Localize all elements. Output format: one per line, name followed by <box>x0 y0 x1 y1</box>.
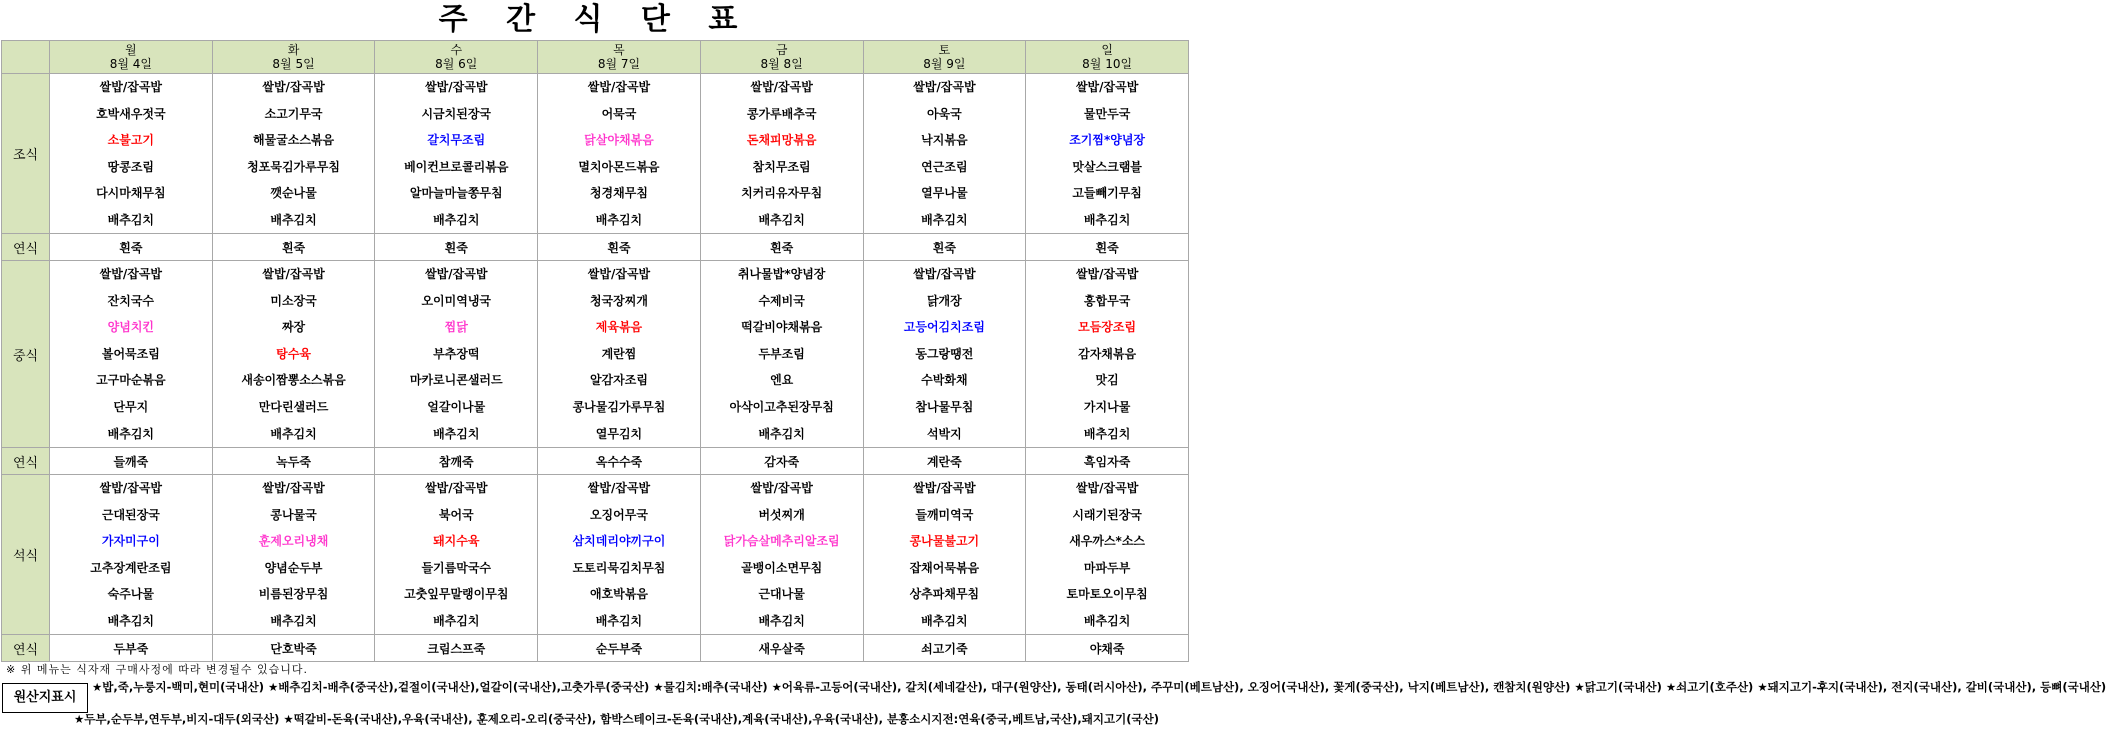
menu-item: 배추김치 <box>758 613 805 628</box>
menu-item: 오이미역냉국 <box>421 293 492 308</box>
menu-item: 숙주나물 <box>107 587 155 602</box>
snack-row-2 <box>2 448 1189 475</box>
menu-item: 쌀밥/잡곡밥 <box>913 481 976 496</box>
snack-cell: 흰죽 <box>863 234 1026 261</box>
menu-item: 배추김치 <box>270 613 317 628</box>
dow: 목 <box>613 43 625 57</box>
menu-item: 맛살스크램블 <box>1072 159 1142 174</box>
menu-item: 양념순두부 <box>264 560 323 575</box>
menu-item: 짜장 <box>281 320 306 335</box>
date: 8월 8일 <box>760 57 803 71</box>
menu-item: 물만두국 <box>1083 106 1131 121</box>
menu-item: 골뱅이소면무침 <box>741 560 823 575</box>
menu-item: 고구마순볶음 <box>96 373 166 388</box>
menu-item: 모듬장조림 <box>1078 320 1137 335</box>
dow: 금 <box>775 43 788 57</box>
menu-item: 청경채무침 <box>589 186 648 200</box>
origin-info-line-2: ★두부,순두부,연두부,비지-대두(외국산) ★떡갈비-돈육(국내산),우육(국내산), 훈제오리-오리(중국산), 함박스테이크-돈육(국내산),계육(국내산),우육(국내산), 분홍소시지전:연육(중국,베트남,국산),돼지고기(국산) <box>74 712 1159 726</box>
menu-item: 시래기된장국 <box>1072 507 1142 522</box>
snack-label: 연식 <box>2 448 50 475</box>
menu-item: 두부조림 <box>758 346 805 361</box>
day-header-tue <box>212 41 375 74</box>
dinner-cell <box>1026 475 1189 635</box>
menu-item: 가자미구이 <box>101 534 160 549</box>
snack-cell: 녹두죽 <box>212 448 375 475</box>
menu-item: 청국장찌개 <box>589 293 648 308</box>
menu-item: 닭가슴살메추리알조림 <box>723 534 840 549</box>
menu-item: 열무김치 <box>595 426 643 441</box>
menu-item: 쌀밥/잡곡밥 <box>425 481 488 496</box>
menu-item: 배추김치 <box>107 212 155 227</box>
snack-cell: 흰죽 <box>375 234 538 261</box>
lunch-cell <box>700 261 863 448</box>
breakfast-cell <box>700 74 863 234</box>
menu-item: 콩가루배추국 <box>746 106 817 121</box>
menu-item: 돼지수육 <box>433 534 480 549</box>
snack-cell: 두부죽 <box>50 635 213 662</box>
menu-item: 새송이짬뽕소스볶음 <box>241 373 346 388</box>
menu-item: 쌀밥/잡곡밥 <box>262 267 325 281</box>
menu-item: 감자채볶음 <box>1078 346 1137 361</box>
menu-item: 석박지 <box>926 426 962 441</box>
dinner-cell <box>50 475 213 635</box>
menu-item: 닭개장 <box>926 293 962 308</box>
menu-item: 알마늘마늘쫑무침 <box>409 186 503 200</box>
menu-item: 배추김치 <box>107 613 155 628</box>
menu-item: 맛김 <box>1095 373 1119 388</box>
menu-item: 얼갈이나물 <box>427 399 486 414</box>
menu-item: 쌀밥/잡곡밥 <box>587 80 651 94</box>
menu-item: 고들빼기무침 <box>1072 186 1142 200</box>
breakfast-cell <box>375 74 538 234</box>
menu-item: 홍합무국 <box>1083 293 1131 308</box>
dinner-cell <box>700 475 863 635</box>
menu-item: 배추김치 <box>1083 426 1131 441</box>
lunch-cell <box>538 261 701 448</box>
page-title: 주 간 식 단 표 <box>438 2 752 37</box>
snack-cell: 감자죽 <box>700 448 863 475</box>
menu-item: 쌀밥/잡곡밥 <box>99 481 163 496</box>
lunch-label: 중식 <box>2 261 50 448</box>
snack-cell: 야채죽 <box>1026 635 1189 662</box>
date: 8월 9일 <box>923 57 966 71</box>
menu-item: 소고기무국 <box>264 106 323 121</box>
menu-item: 고등어김치조림 <box>903 320 985 335</box>
dow: 화 <box>287 43 300 57</box>
menu-item: 쌀밥/잡곡밥 <box>1075 80 1139 94</box>
menu-item: 돈채피망볶음 <box>746 133 817 147</box>
menu-item: 단무지 <box>113 399 149 414</box>
snack-label: 연식 <box>2 234 50 261</box>
menu-item: 근대된장국 <box>101 507 160 522</box>
menu-item: 콩나물김가루무침 <box>572 399 666 414</box>
menu-item: 고추장계란조림 <box>90 560 172 575</box>
lunch-cell <box>375 261 538 448</box>
dow: 일 <box>1101 43 1113 57</box>
dinner-cell <box>863 475 1026 635</box>
menu-item: 마파두부 <box>1083 560 1131 575</box>
menu-item: 열무나물 <box>921 186 968 200</box>
menu-item: 수제비국 <box>758 293 805 308</box>
menu-item: 들기름막국수 <box>421 560 492 575</box>
menu-item: 배추김치 <box>433 212 480 227</box>
menu-item: 참나물무침 <box>915 399 974 414</box>
menu-item: 만다린샐러드 <box>258 399 329 414</box>
menu-item: 쌀밥/잡곡밥 <box>913 80 976 94</box>
menu-item: 배추김치 <box>921 613 968 628</box>
dinner-row <box>2 475 1189 635</box>
snack-cell: 계란죽 <box>863 448 1026 475</box>
day-header-mon <box>50 41 213 74</box>
menu-item: 다시마채무침 <box>96 186 166 200</box>
menu-item: 동그랑땡전 <box>915 346 974 361</box>
menu-item: 해물굴소스볶음 <box>252 133 335 147</box>
snack-row-1 <box>2 234 1189 261</box>
menu-item: 마카로니콘샐러드 <box>409 373 503 388</box>
menu-item: 배추김치 <box>433 426 480 441</box>
breakfast-cell <box>863 74 1026 234</box>
menu-item: 오징어무국 <box>589 507 648 522</box>
menu-item: 멸치아몬드볶음 <box>578 159 660 174</box>
lunch-cell <box>863 261 1026 448</box>
menu-item: 쌀밥/잡곡밥 <box>750 481 813 496</box>
menu-item: 쌀밥/잡곡밥 <box>262 80 325 94</box>
snack-cell: 들깨죽 <box>50 448 213 475</box>
breakfast-cell <box>538 74 701 234</box>
menu-item: 쌀밥/잡곡밥 <box>913 267 976 281</box>
menu-table <box>1 40 1189 662</box>
menu-item: 갈치무조림 <box>427 133 486 147</box>
menu-item: 베이컨브로콜리볶음 <box>404 159 509 174</box>
menu-item: 들깨미역국 <box>915 507 974 522</box>
menu-item: 소불고기 <box>107 133 155 147</box>
breakfast-label: 조식 <box>2 74 50 234</box>
snack-label: 연식 <box>2 635 50 662</box>
menu-item: 상추파채무침 <box>909 587 980 602</box>
date: 8월 7일 <box>597 57 641 71</box>
snack-cell: 흰죽 <box>1026 234 1189 261</box>
day-header-thu <box>538 41 701 74</box>
menu-item: 낙지볶음 <box>921 133 968 147</box>
menu-item: 애호박볶음 <box>589 587 648 602</box>
menu-item: 콩나물불고기 <box>909 534 980 549</box>
menu-item: 배추김치 <box>921 212 968 227</box>
menu-item: 배추김치 <box>1083 613 1131 628</box>
menu-item: 쌀밥/잡곡밥 <box>1075 481 1139 496</box>
menu-item: 배추김치 <box>433 613 480 628</box>
snack-cell: 흰죽 <box>212 234 375 261</box>
menu-item: 북어국 <box>438 507 474 522</box>
snack-cell: 순두부죽 <box>538 635 701 662</box>
day-header-sun <box>1026 41 1189 74</box>
menu-item: 배추김치 <box>270 426 317 441</box>
menu-item: 고춧잎무말랭이무침 <box>404 587 509 602</box>
menu-item: 청포묵김가루무침 <box>247 159 340 174</box>
dow: 수 <box>450 43 463 57</box>
snack-cell: 단호박죽 <box>212 635 375 662</box>
lunch-cell <box>1026 261 1189 448</box>
menu-item: 닭살야채볶음 <box>584 133 654 147</box>
snack-cell: 흑임자죽 <box>1026 448 1189 475</box>
menu-item: 새우까스*소스 <box>1069 534 1146 549</box>
menu-item: 비름된장무침 <box>258 587 329 602</box>
menu-item: 취나물밥*양념장 <box>737 267 826 281</box>
menu-item: 아욱국 <box>926 106 962 121</box>
menu-item: 도토리묵김치무침 <box>572 560 666 575</box>
menu-item: 시금치된장국 <box>421 106 492 121</box>
day-header-fri <box>700 41 863 74</box>
menu-item: 콩나물국 <box>270 507 317 522</box>
date: 8월 10일 <box>1082 57 1133 71</box>
breakfast-cell <box>50 74 213 234</box>
menu-item: 엔요 <box>770 373 794 388</box>
menu-item: 치커리유자무침 <box>741 186 823 200</box>
dow: 토 <box>938 43 951 57</box>
menu-item: 쌀밥/잡곡밥 <box>587 481 651 496</box>
menu-item: 쌀밥/잡곡밥 <box>99 80 163 94</box>
menu-item: 조기찜*양념장 <box>1069 133 1146 147</box>
menu-item: 근대나물 <box>758 587 805 602</box>
menu-item: 떡갈비야채볶음 <box>741 320 823 335</box>
menu-item: 토마토오이무침 <box>1066 587 1148 602</box>
menu-item: 삼치데리야끼구이 <box>572 534 666 549</box>
dow: 월 <box>125 43 137 57</box>
menu-item: 아삭이고추된장무침 <box>729 399 834 414</box>
menu-item: 배추김치 <box>1083 212 1131 227</box>
snack-cell: 크림스프죽 <box>375 635 538 662</box>
menu-item: 배추김치 <box>270 212 317 227</box>
menu-item: 배추김치 <box>107 426 155 441</box>
breakfast-row <box>2 74 1189 234</box>
menu-item: 수박화채 <box>921 373 968 388</box>
menu-item: 어묵국 <box>601 106 637 121</box>
menu-item: 부추장떡 <box>433 346 480 361</box>
menu-item: 알감자조림 <box>589 373 648 388</box>
day-header-wed <box>375 41 538 74</box>
menu-item: 쌀밥/잡곡밥 <box>425 80 488 94</box>
menu-item: 훈제오리냉채 <box>258 534 329 549</box>
snack-cell: 옥수수죽 <box>538 448 701 475</box>
menu-item: 쌀밥/잡곡밥 <box>1075 267 1139 281</box>
menu-item: 잔치국수 <box>107 293 155 308</box>
menu-item: 참치무조림 <box>752 159 811 174</box>
snack-cell: 새우살죽 <box>700 635 863 662</box>
change-notice: ※ 위 메뉴는 식자재 구매사정에 따라 변경될수 있습니다. <box>6 663 308 676</box>
origin-info-line-1: ★밥,죽,누룽지-백미,현미(국내산) ★배추김치-배추(중국산),겉절이(국내산),얼갈이(국내산),고춧가루(중국산) ★물김치:배추(국내산) ★어육류-고등어(국내산), 갈치(세네갈산), 대구(원양산), 동태(러시아산), 주꾸미(베트남산), 오징어(국내산), 꽃게(중국산), 낙지(베트남산), 캔참치(원양산) ★닭고기(국내산) ★쇠고기(호주산) ★돼지고기-후지(국내산), 전지(국내산), 갈비(국내산), 등뼈(국내산) <box>92 680 2106 694</box>
dinner-cell <box>375 475 538 635</box>
snack-cell: 흰죽 <box>700 234 863 261</box>
menu-item: 계란찜 <box>601 346 637 361</box>
menu-item: 배추김치 <box>595 613 643 628</box>
menu-item: 깻순나물 <box>270 186 317 200</box>
menu-item: 볼어묵조림 <box>101 346 160 361</box>
menu-item: 호박새우젓국 <box>96 106 166 121</box>
menu-item: 쌀밥/잡곡밥 <box>99 267 163 281</box>
dinner-label: 석식 <box>2 475 50 635</box>
corner-cell <box>2 41 50 74</box>
snack-cell: 흰죽 <box>538 234 701 261</box>
date: 8월 6일 <box>435 57 478 71</box>
dinner-cell <box>538 475 701 635</box>
breakfast-cell <box>212 74 375 234</box>
dinner-cell <box>212 475 375 635</box>
menu-item: 찜닭 <box>444 320 468 335</box>
snack-cell: 흰죽 <box>50 234 213 261</box>
lunch-cell <box>212 261 375 448</box>
snack-cell: 쇠고기죽 <box>863 635 1026 662</box>
header-row <box>2 41 1189 74</box>
menu-item: 제육볶음 <box>595 320 643 335</box>
menu-item: 쌀밥/잡곡밥 <box>425 267 488 281</box>
date: 8월 4일 <box>109 57 152 71</box>
menu-item: 버섯찌개 <box>758 507 805 522</box>
snack-cell: 참깨죽 <box>375 448 538 475</box>
origin-label: 원산지표시 <box>2 683 88 713</box>
menu-item: 쌀밥/잡곡밥 <box>750 80 813 94</box>
menu-item: 배추김치 <box>595 212 643 227</box>
menu-item: 가지나물 <box>1083 399 1131 414</box>
menu-item: 배추김치 <box>758 426 805 441</box>
menu-item: 양념치킨 <box>107 320 155 335</box>
menu-item: 쌀밥/잡곡밥 <box>587 267 651 281</box>
breakfast-cell <box>1026 74 1189 234</box>
menu-item: 잡채어묵볶음 <box>909 560 980 575</box>
day-header-sat <box>863 41 1026 74</box>
lunch-row <box>2 261 1189 448</box>
snack-row-3 <box>2 635 1189 662</box>
menu-item: 배추김치 <box>758 212 805 227</box>
menu-item: 탕수육 <box>276 346 311 361</box>
menu-item: 연근조림 <box>921 159 968 174</box>
menu-item: 미소장국 <box>270 293 317 308</box>
lunch-cell <box>50 261 213 448</box>
menu-item: 쌀밥/잡곡밥 <box>262 481 325 496</box>
menu-item: 땅콩조림 <box>107 159 155 174</box>
date: 8월 5일 <box>272 57 315 71</box>
